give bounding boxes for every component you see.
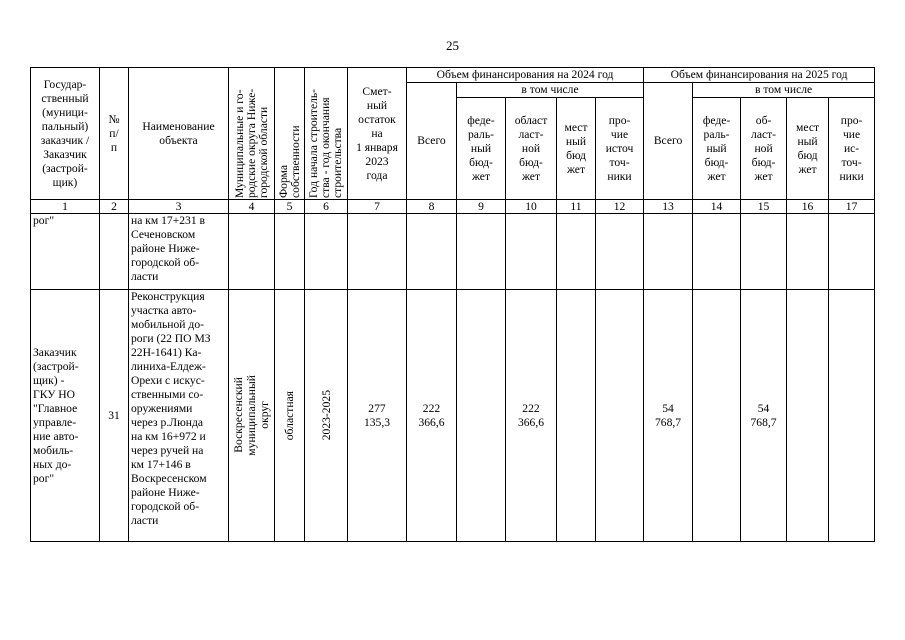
row-customer: Заказчик (застрой- щик) - ГКУ НО "Главное управле- ние авто- мобиль- ных до- рог" bbox=[31, 290, 100, 542]
row-total-2024 bbox=[407, 214, 457, 290]
column-number: 5 bbox=[275, 200, 305, 214]
header-including-2025: в том числе bbox=[693, 83, 875, 98]
column-number: 9 bbox=[457, 200, 506, 214]
column-number: 15 bbox=[741, 200, 787, 214]
row-ownership bbox=[275, 214, 305, 290]
row-years bbox=[305, 214, 348, 290]
header-total-2024: Всего bbox=[407, 83, 457, 200]
row-other-2024 bbox=[596, 214, 644, 290]
row-municipal bbox=[229, 214, 275, 290]
header-fin-2025: Объем финансирования на 2025 год bbox=[644, 68, 875, 83]
column-number: 16 bbox=[787, 200, 829, 214]
column-number: 4 bbox=[229, 200, 275, 214]
header-total-2025: Всего bbox=[644, 83, 693, 200]
row-regional-2025: 54 768,7 bbox=[741, 290, 787, 542]
header-number: № п/ п bbox=[100, 68, 129, 200]
row-total-2024: 222 366,6 bbox=[407, 290, 457, 542]
column-number: 8 bbox=[407, 200, 457, 214]
header-ownership: Форма собственности bbox=[275, 68, 305, 200]
row-other-2025 bbox=[829, 214, 875, 290]
row-total-2025: 54 768,7 bbox=[644, 290, 693, 542]
row-years: 2023-2025 bbox=[305, 290, 348, 542]
row-regional-2025 bbox=[741, 214, 787, 290]
column-number: 14 bbox=[693, 200, 741, 214]
header-object-name: Наименование объекта bbox=[129, 68, 229, 200]
column-number: 17 bbox=[829, 200, 875, 214]
row-local-2025 bbox=[787, 214, 829, 290]
header-customer: Государ- ственный (муници- пальный) заказчик / Заказчик (застрой- щик) bbox=[31, 68, 100, 200]
page-number: 25 bbox=[446, 38, 459, 53]
column-number: 13 bbox=[644, 200, 693, 214]
column-number: 12 bbox=[596, 200, 644, 214]
row-other-2024 bbox=[596, 290, 644, 542]
header-federal-2024: феде- раль- ный бюд- жет bbox=[457, 98, 506, 200]
row-other-2025 bbox=[829, 290, 875, 542]
table-row bbox=[31, 214, 875, 290]
row-federal-2024 bbox=[457, 214, 506, 290]
row-object-name: Реконструкция участка авто- мобильной до- роги (22 ПО МЗ 22Н-1641) Ка- линиха-Елдеж- Орехи с искус- ственными со- оружениями через р.Люнда на км 16+972 и через ручей на км 17+146 в Воскресенском районе Ниже- городской об- ласти bbox=[129, 290, 229, 542]
row-estimate: 277 135,3 bbox=[348, 290, 407, 542]
row-federal-2024 bbox=[457, 290, 506, 542]
column-number: 7 bbox=[348, 200, 407, 214]
header-fin-2024: Объем финансирования на 2024 год bbox=[407, 68, 644, 83]
row-customer: рог" bbox=[31, 214, 100, 290]
header-other-2025: про- чие ис- точ- ники bbox=[829, 98, 875, 200]
row-number: 31 bbox=[100, 290, 129, 542]
column-number: 1 bbox=[31, 200, 100, 214]
row-number bbox=[100, 214, 129, 290]
row-local-2025 bbox=[787, 290, 829, 542]
row-municipal: Воскресенский муниципальный округ bbox=[229, 290, 275, 542]
column-number: 11 bbox=[557, 200, 596, 214]
row-local-2024 bbox=[557, 290, 596, 542]
header-federal-2025: феде- раль- ный бюд- жет bbox=[693, 98, 741, 200]
row-ownership: областная bbox=[275, 290, 305, 542]
row-regional-2024: 222 366,6 bbox=[506, 290, 557, 542]
header-estimate: Смет- ный остаток на 1 января 2023 года bbox=[348, 68, 407, 200]
row-estimate bbox=[348, 214, 407, 290]
row-total-2025 bbox=[644, 214, 693, 290]
header-regional-2024: област ласт- ной бюд- жет bbox=[506, 98, 557, 200]
header-local-2025: мест ный бюд жет bbox=[787, 98, 829, 200]
table-row bbox=[31, 290, 875, 542]
column-number: 2 bbox=[100, 200, 129, 214]
header-years: Год начала строитель- ства - год окончания строительства bbox=[305, 68, 348, 200]
row-regional-2024 bbox=[506, 214, 557, 290]
row-federal-2025 bbox=[693, 214, 741, 290]
column-number: 10 bbox=[506, 200, 557, 214]
row-local-2024 bbox=[557, 214, 596, 290]
financing-table bbox=[30, 67, 875, 542]
column-number: 3 bbox=[129, 200, 229, 214]
header-regional-2025: об- ласт- ной бюд- жет bbox=[741, 98, 787, 200]
row-object-name: на км 17+231 в Сеченовском районе Ниже- городской об- ласти bbox=[129, 214, 229, 290]
header-municipal: Муниципальные и го- родские округа Ниже- городской области bbox=[229, 68, 275, 200]
header-including-2024: в том числе bbox=[457, 83, 644, 98]
column-number-row bbox=[31, 200, 875, 214]
column-number: 6 bbox=[305, 200, 348, 214]
row-federal-2025 bbox=[693, 290, 741, 542]
header-local-2024: мест ный бюд жет bbox=[557, 98, 596, 200]
header-other-2024: про- чие источ точ- ники bbox=[596, 98, 644, 200]
